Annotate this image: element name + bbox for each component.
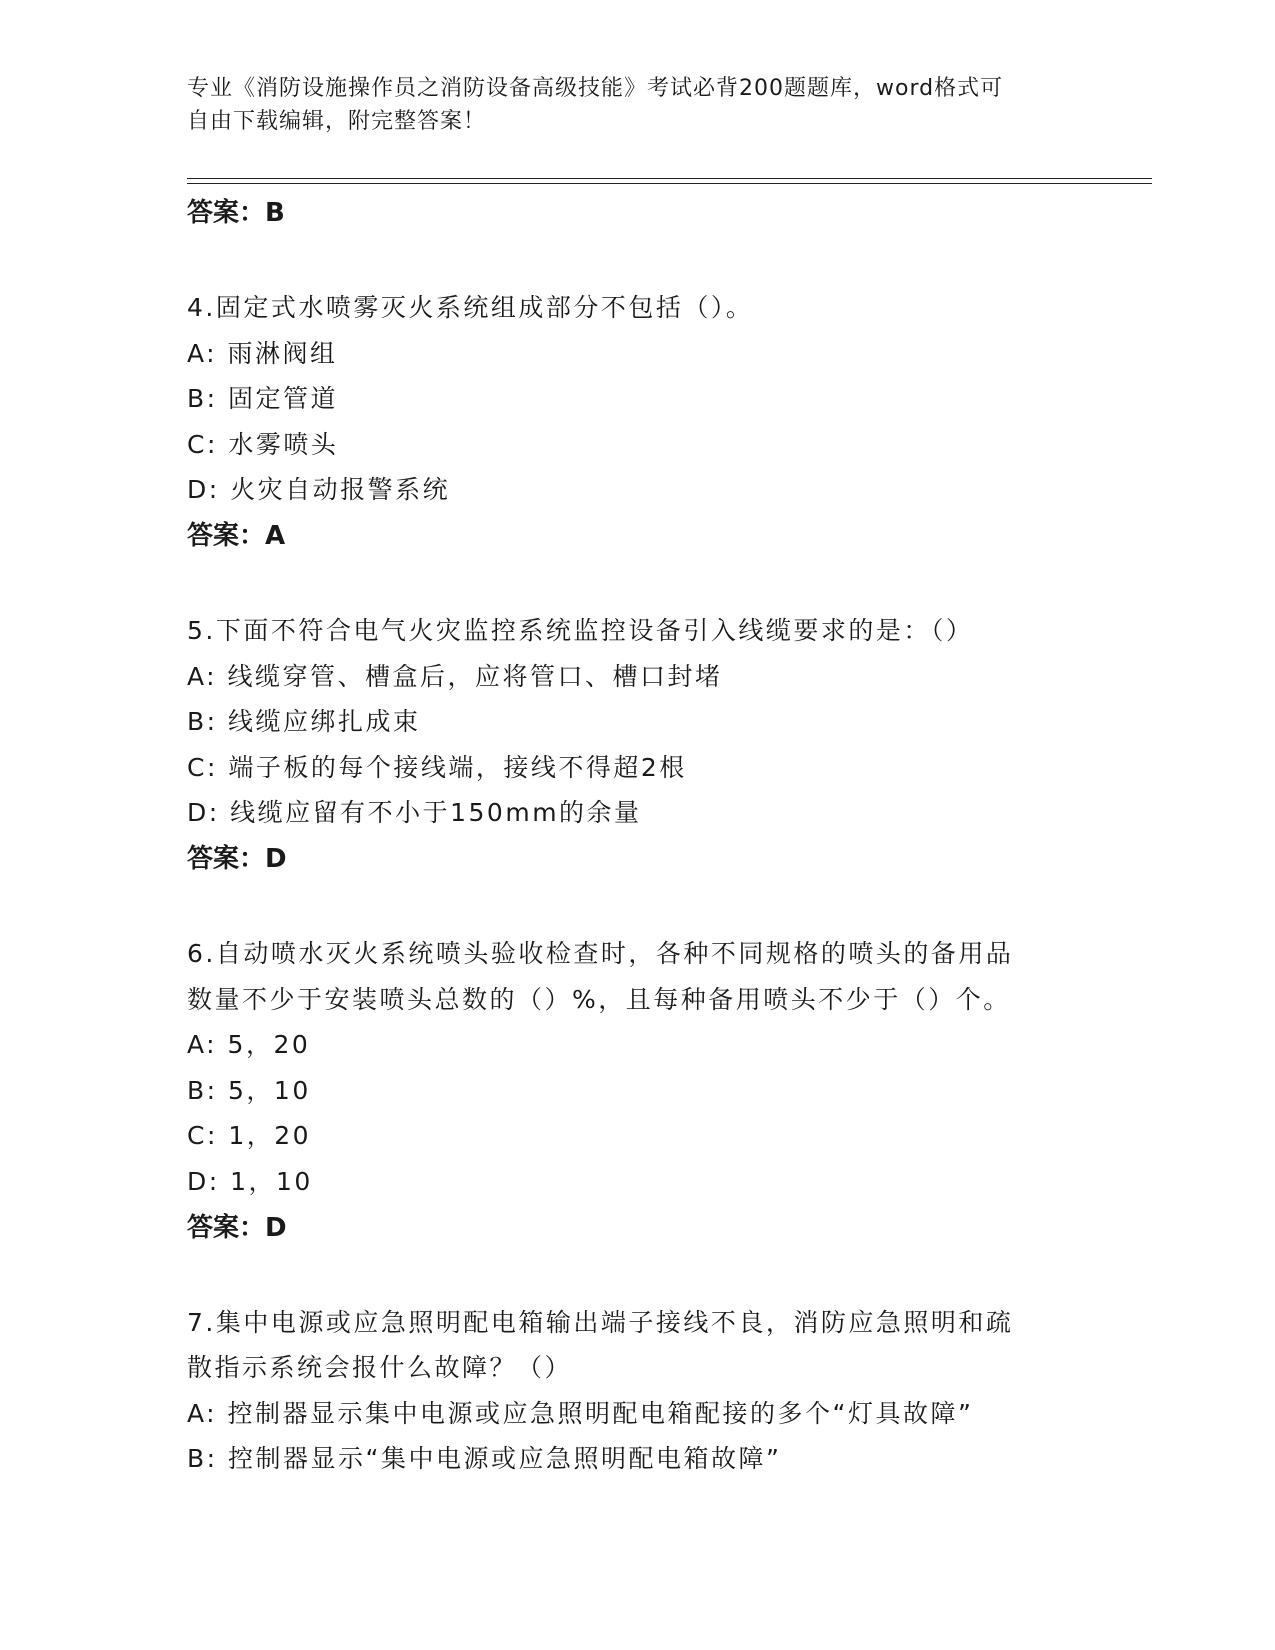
question-block — [187, 931, 1147, 1247]
answer-option: C: 1，20 — [187, 1121, 312, 1151]
answer-option: B: 线缆应绑扎成束 — [187, 707, 421, 737]
answer-value: D — [265, 843, 287, 874]
question-text: 6.自动喷水灭火系统喷头验收检查时，各种不同规格的喷头的备用品 — [187, 938, 1014, 968]
answer-label: 答案： — [187, 198, 266, 228]
answer-line — [187, 194, 1147, 232]
answer-label: 答案： — [187, 843, 266, 874]
answer-line — [187, 840, 1147, 878]
answer-label: 答案： — [187, 1212, 266, 1243]
document-header — [187, 72, 1067, 138]
answer-value: D — [265, 1212, 287, 1243]
question-text: 4.固定式水喷雾灭火系统组成部分不包括（）。 — [187, 293, 754, 322]
header-divider-top — [187, 178, 1152, 179]
answer-line — [187, 1209, 1147, 1247]
question-list — [187, 232, 1147, 1482]
question-text: 5.下面不符合电气火灾监控系统监控设备引入线缆要求的是：（） — [187, 615, 974, 645]
question-text: 数量不少于安装喷头总数的（）%，且每种备用喷头不少于（）个。 — [187, 984, 1011, 1014]
header-divider-bottom — [187, 183, 1152, 184]
document-body — [187, 190, 1147, 1482]
answer-option: C: 水雾喷头 — [187, 429, 339, 459]
question-block — [187, 608, 1147, 878]
answer-option: C: 端子板的每个接线端，接线不得超2根 — [187, 752, 687, 782]
question-block — [187, 1300, 1147, 1482]
answer-option: A: 雨淋阀组 — [187, 338, 338, 368]
answer-option: A: 5，20 — [187, 1030, 311, 1060]
question-gap — [187, 232, 1147, 285]
answer-option: D: 火灾自动报警系统 — [187, 475, 451, 505]
answer-line — [187, 517, 1147, 555]
question-gap — [187, 1247, 1147, 1300]
question-gap — [187, 555, 1147, 608]
question-block — [187, 285, 1147, 555]
header-line-1: 专业《消防设施操作员之消防设备高级技能》考试必背200题题库，word格式可 — [187, 76, 1004, 101]
answer-option: A: 控制器显示集中电源或应急照明配电箱配接的多个“灯具故障” — [187, 1398, 974, 1428]
question-text: 7.集中电源或应急照明配电箱输出端子接线不良，消防应急照明和疏 — [187, 1307, 1014, 1337]
question-text: 散指示系统会报什么故障？（） — [187, 1353, 573, 1383]
answer-option: B: 固定管道 — [187, 384, 339, 414]
answer-value: A — [265, 520, 286, 551]
answer-option: D: 线缆应留有不小于150mm的余量 — [187, 798, 642, 828]
answer-label: 答案： — [187, 520, 266, 551]
header-line-2: 自由下载编辑，附完整答案！ — [187, 109, 487, 134]
answer-option: B: 5，10 — [187, 1075, 311, 1105]
answer-option: B: 控制器显示“集中电源或应急照明配电箱故障” — [187, 1444, 782, 1474]
answer-option: A: 线缆穿管、槽盒后，应将管口、槽口封堵 — [187, 661, 723, 691]
question-gap — [187, 878, 1147, 931]
answer-option: D: 1，10 — [187, 1166, 313, 1196]
answer-value: B — [265, 198, 285, 228]
